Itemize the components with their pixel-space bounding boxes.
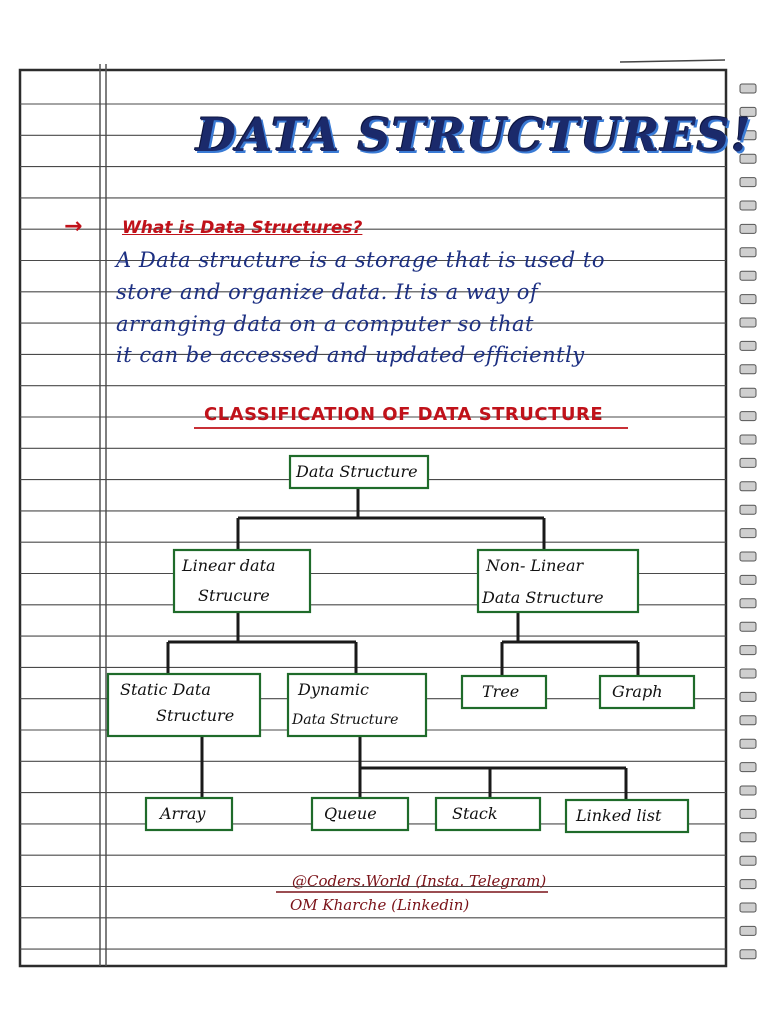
- spiral-ring: [740, 505, 756, 514]
- spiral-ring: [740, 833, 756, 842]
- root-label: Data Structure: [296, 462, 418, 481]
- static-label-1: Static Data: [120, 680, 211, 699]
- spiral-ring: [740, 224, 756, 233]
- definition-line-3: arranging data on a computer so that: [116, 312, 534, 336]
- linear-label-1: Linear data: [182, 556, 276, 575]
- spiral-ring: [740, 716, 756, 725]
- spiral-ring: [740, 482, 756, 491]
- spiral-binding: [740, 84, 756, 959]
- spiral-ring: [740, 856, 756, 865]
- tree-connectors: [168, 488, 638, 800]
- nonlinear-label-2: Data Structure: [482, 588, 604, 607]
- spiral-ring: [740, 248, 756, 257]
- credit-author: OM Kharche (Linkedin): [290, 896, 470, 914]
- spiral-ring: [740, 271, 756, 280]
- spiral-ring: [740, 786, 756, 795]
- top-cut-line: [620, 60, 725, 62]
- spiral-ring: [740, 880, 756, 889]
- dynamic-label-2: Data Structure: [292, 712, 399, 728]
- spiral-ring: [740, 739, 756, 748]
- dynamic-label-1: Dynamic: [298, 680, 369, 699]
- spiral-ring: [740, 201, 756, 210]
- spiral-ring: [740, 669, 756, 678]
- stack-label: Stack: [452, 804, 498, 823]
- spiral-ring: [740, 295, 756, 304]
- nonlinear-label-1: Non- Linear: [486, 556, 584, 575]
- spiral-ring: [740, 84, 756, 93]
- credit-social: @Coders.World (Insta. Telegram): [292, 872, 547, 890]
- spiral-ring: [740, 903, 756, 912]
- spiral-ring: [740, 622, 756, 631]
- spiral-ring: [740, 950, 756, 959]
- arrow-bullet-icon: →: [64, 214, 83, 239]
- spiral-ring: [740, 412, 756, 421]
- page-title: DATA STRUCTURES!: [196, 108, 752, 162]
- spiral-ring: [740, 926, 756, 935]
- spiral-ring: [740, 341, 756, 350]
- spiral-ring: [740, 178, 756, 187]
- tree-label: Tree: [482, 682, 520, 701]
- definition-line-2: store and organize data. It is a way of: [116, 280, 539, 304]
- queue-label: Queue: [324, 804, 377, 823]
- spiral-ring: [740, 599, 756, 608]
- definition-line-4: it can be accessed and updated efficiently: [116, 343, 585, 367]
- definition-line-1: A Data structure is a storage that is used to: [116, 248, 606, 272]
- classification-heading: CLASSIFICATION OF DATA STRUCTURE: [204, 404, 604, 425]
- spiral-ring: [740, 692, 756, 701]
- spiral-ring: [740, 458, 756, 467]
- spiral-ring: [740, 646, 756, 655]
- spiral-ring: [740, 575, 756, 584]
- graph-label: Graph: [612, 682, 663, 701]
- linear-label-2: Strucure: [198, 586, 270, 605]
- spiral-ring: [740, 763, 756, 772]
- static-label-2: Structure: [156, 706, 235, 725]
- spiral-ring: [740, 809, 756, 818]
- spiral-ring: [740, 552, 756, 561]
- spiral-ring: [740, 435, 756, 444]
- question-heading: What is Data Structures?: [122, 218, 363, 238]
- spiral-ring: [740, 318, 756, 327]
- spiral-ring: [740, 529, 756, 538]
- array-label: Array: [160, 804, 206, 823]
- linked-list-label: Linked list: [576, 806, 662, 825]
- spiral-ring: [740, 365, 756, 374]
- spiral-ring: [740, 388, 756, 397]
